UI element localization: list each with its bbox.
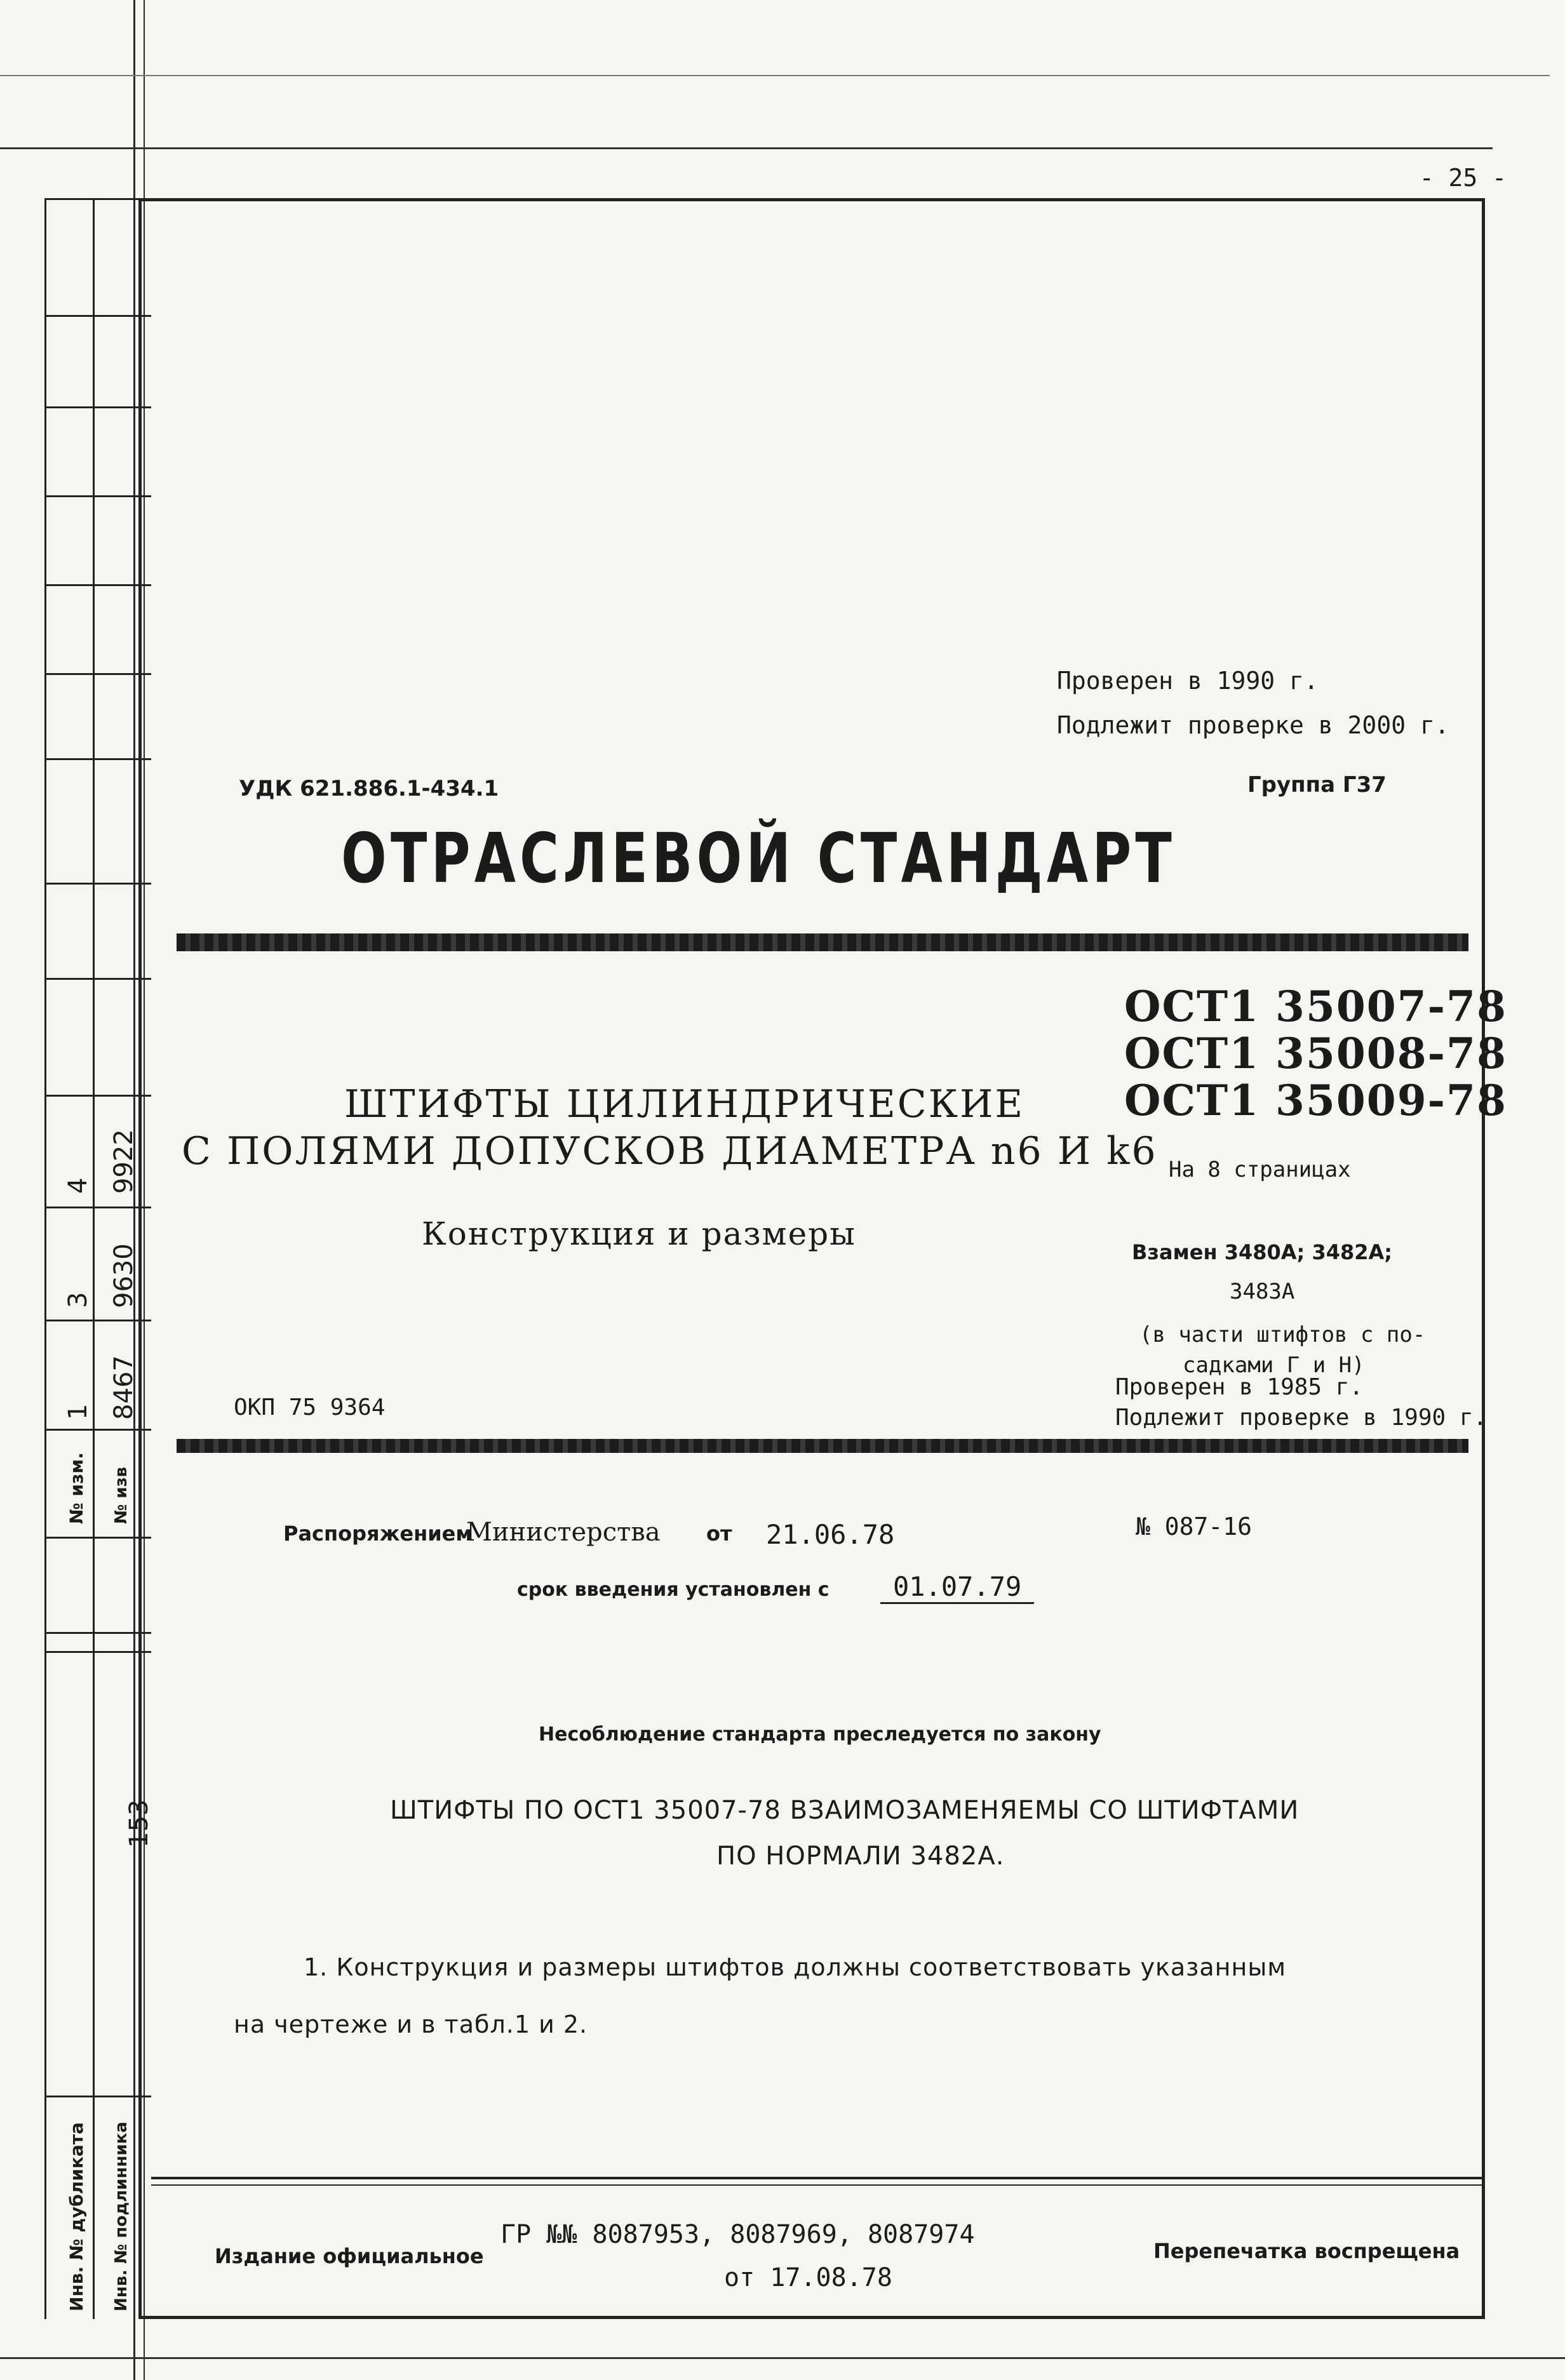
page-title: ОТРАСЛЕВОЙ СТАНДАРТ	[341, 819, 1176, 899]
title-bar	[177, 933, 1468, 951]
group-code: Группа Г37	[1247, 772, 1387, 798]
top-rule	[0, 147, 1493, 149]
clause1-line2: на чертеже и в табл.1 и 2.	[234, 2010, 588, 2038]
reprint-prohibited: Перепечатка воспрещена	[1153, 2239, 1460, 2263]
subject-line1: ШТИФТЫ ЦИЛИНДРИЧЕСКИЕ	[344, 1082, 1025, 1126]
gr-date: от 17.08.78	[724, 2263, 892, 2292]
replaces-line3: (в части штифтов с по-	[1139, 1322, 1426, 1347]
law-note: Несоблюдение стандарта преследуется по закону	[539, 1723, 1101, 1746]
notice-number: 8467	[109, 1355, 138, 1420]
replaces-line4: садками Г и Н)	[1183, 1353, 1365, 1378]
order-label: Распоряжением	[283, 1521, 473, 1546]
order-from-label: от	[706, 1521, 732, 1546]
change-header: № изм.	[66, 1452, 87, 1524]
notice-header: № изв	[112, 1466, 131, 1524]
pages-note: На 8 страницах	[1169, 1157, 1351, 1182]
checked-1985-line1: Проверен в 1985 г.	[1115, 1374, 1364, 1400]
udk-code: УДК 621.886.1-434.1	[239, 776, 499, 801]
order-date: 21.06.78	[766, 1519, 895, 1550]
change-number: 4	[64, 1177, 93, 1194]
replaces-line2: 3483А	[1230, 1279, 1295, 1304]
checked-note-line1: Проверен в 1990 г.	[1057, 667, 1319, 695]
subject-line2: С ПОЛЯМИ ДОПУСКОВ ДИАМЕТРА n6 И k6	[182, 1129, 1158, 1173]
official-edition: Издание официальное	[215, 2244, 484, 2268]
clause1-line1: 1. Конструкция и размеры штифтов должны соответствовать указанным	[304, 1953, 1287, 1981]
okp-code: ОКП 75 9364	[234, 1394, 386, 1421]
footer-rule	[151, 2177, 1485, 2179]
interchange-line2: ПО НОРМАЛИ 3482А.	[716, 1842, 1005, 1871]
notice-number: 9922	[109, 1129, 138, 1194]
effective-label: срок введения установлен с	[517, 1579, 830, 1601]
bottom-edge-rule	[0, 2357, 1565, 2359]
footer-rule	[151, 2184, 1485, 2186]
replaces-line1: Взамен 3480А; 3482А;	[1132, 1240, 1393, 1264]
top-edge-rule	[0, 75, 1550, 76]
subject-subtitle: Конструкция и размеры	[422, 1215, 856, 1252]
page-number: - 25 -	[1419, 164, 1507, 192]
gr-numbers: ГР №№ 8087953, 8087969, 8087974	[500, 2220, 975, 2249]
order-ministry: Министерства	[466, 1518, 661, 1547]
interchange-line1: ШТИФТЫ ПО ОСТ1 35007-78 ВЗАИМОЗАМЕНЯЕМЫ СО ШТИФТАМИ	[390, 1796, 1300, 1825]
checked-note-line2: Подлежит проверке в 2000 г.	[1057, 711, 1449, 739]
effective-date: 01.07.79	[880, 1571, 1034, 1604]
standard-number: ОСТ1 35007-78	[1124, 982, 1507, 1031]
notice-number: 9630	[109, 1243, 138, 1308]
divider-bar	[177, 1439, 1468, 1453]
order-number: № 087-16	[1136, 1513, 1253, 1541]
change-number: 3	[64, 1292, 93, 1308]
inventory-duplicate-label: Инв. № дубликата	[66, 2122, 87, 2311]
inventory-original-label: Инв. № подлинника	[112, 2122, 131, 2311]
change-number: 1	[64, 1403, 93, 1420]
inventory-original-number: 153	[124, 1799, 154, 1848]
standard-number: ОСТ1 35009-78	[1124, 1076, 1507, 1125]
checked-1985-line2: Подлежит проверке в 1990 г.	[1115, 1405, 1488, 1431]
standard-number: ОСТ1 35008-78	[1124, 1029, 1507, 1078]
